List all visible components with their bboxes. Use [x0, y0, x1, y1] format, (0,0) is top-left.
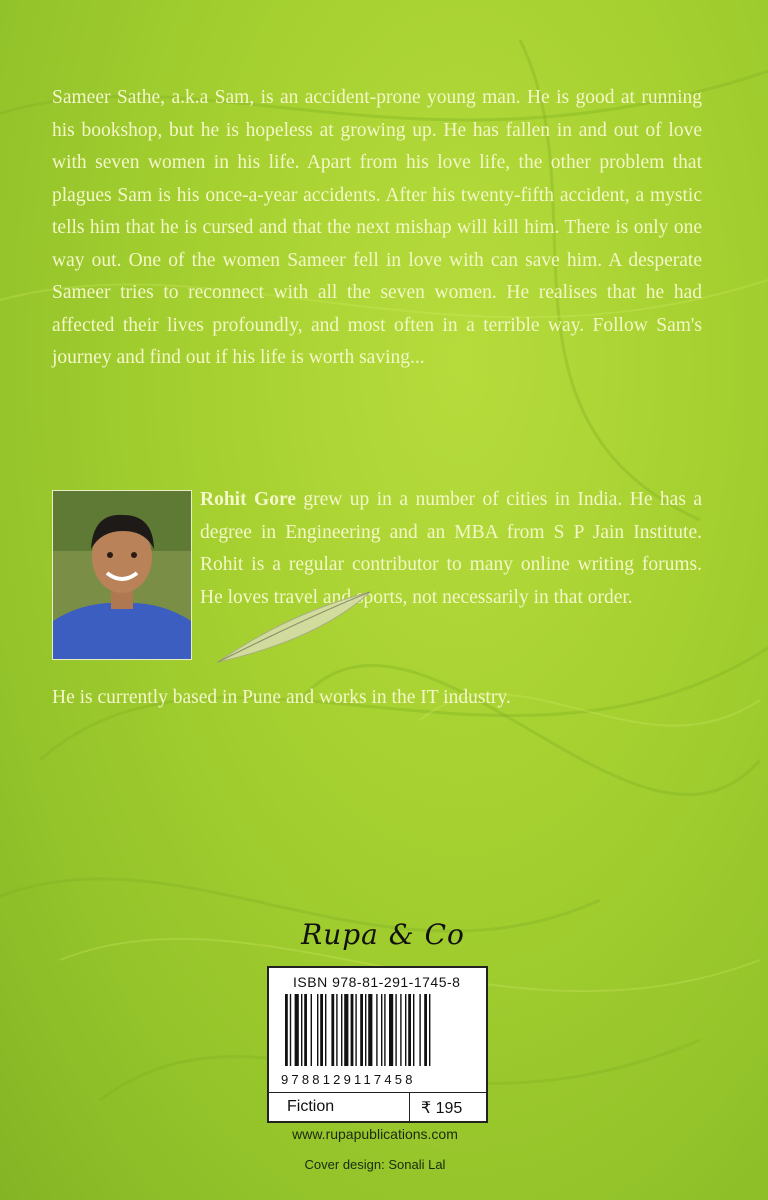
barcode-digits: 9788129117458: [281, 1072, 416, 1087]
barcode-box: [267, 966, 488, 1096]
author-location: He is currently based in Pune and works in the IT industry.: [52, 687, 511, 708]
genre-label: Fiction: [287, 1098, 335, 1115]
price-box: [267, 1092, 488, 1123]
price-divider: [409, 1093, 410, 1121]
author-photo: [52, 490, 192, 660]
author-name: Rohit Gore: [200, 489, 296, 510]
feather-illustration: [210, 580, 380, 670]
author-bio-text: grew up in a number of cities in India. He has a degree in Engineering and an MBA from S P Jain Institute. Rohit is a regular contributor to many online writing forums. He loves travel and sports, not necessarily in that order.: [200, 489, 703, 608]
barcode-icon: [283, 994, 473, 1066]
cover-credit: Cover design: Sonali Lal: [304, 1157, 446, 1172]
book-blurb: Sameer Sathe, a.k.a Sam, is an accident-prone young man. He is good at running his bookshop, but he is hopeless at growing up. He has fallen in and out of love with seven women in his life. Apart from his love life, the other problem that plagues Sam is his once-a-year accidents. After his twenty-fifth accident, a mystic tells him that he is cursed and that the next mishap will kill him. There is only one way out. One of the women Sameer fell in love with can save him. A desperate Sameer tries to reconnect with all the seven women. He realises that he had affected their lives profoundly, and most often in a terrible way. Follow Sam's journey and find out if his life is worth saving...: [52, 87, 702, 368]
publisher-website: www.rupapublications.com: [292, 1126, 458, 1142]
price-label: ₹ 195: [421, 1100, 463, 1117]
publisher-logo: Rupa & Co: [301, 918, 465, 951]
isbn-text: ISBN 978-81-291-1745-8: [293, 974, 461, 990]
